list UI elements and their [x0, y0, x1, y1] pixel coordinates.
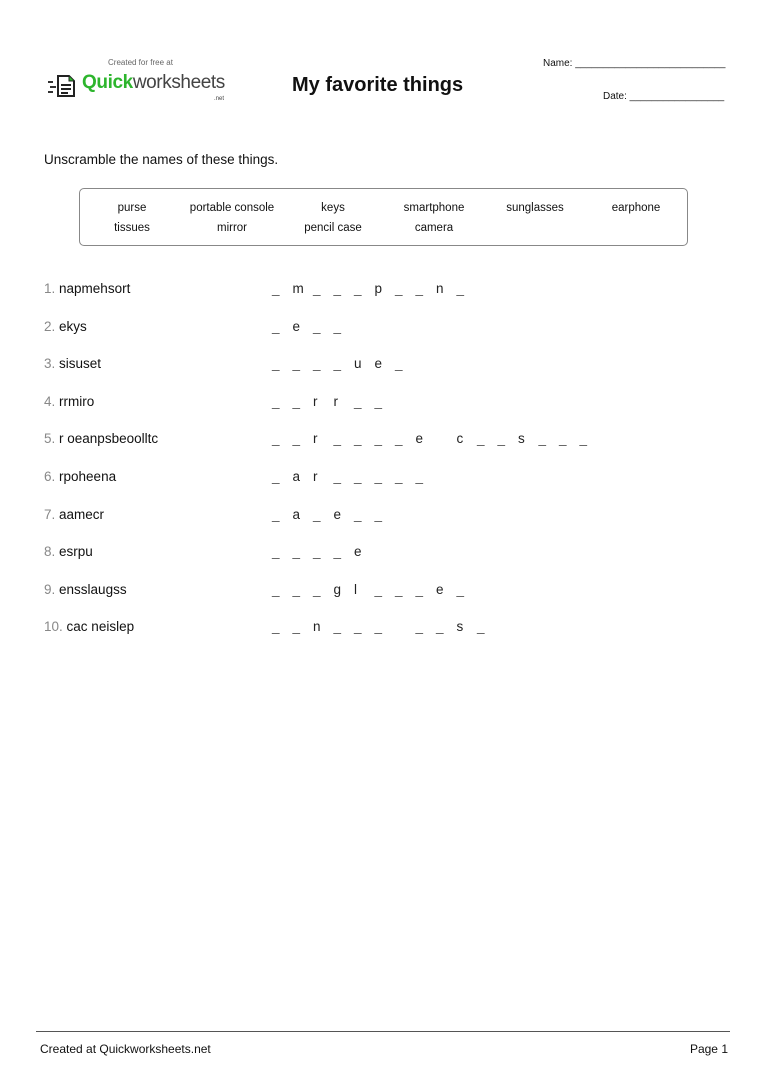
letter-slot: _	[333, 544, 342, 560]
question-number: 6.	[44, 469, 56, 484]
letter-slot: c	[456, 431, 464, 447]
letter-slot: _	[374, 393, 383, 409]
letter-slot: _	[313, 544, 321, 560]
footer-credit: Created at Quickworksheets.net	[40, 1042, 211, 1056]
letter-slot: _	[354, 393, 362, 409]
letter-slot: e	[292, 318, 301, 334]
letter-slot: _	[272, 581, 280, 597]
question-number: 7.	[44, 506, 56, 522]
word-bank-item: sunglasses	[506, 202, 564, 214]
letter-slot: a	[292, 506, 301, 522]
word-bank-item: keys	[321, 202, 345, 214]
worksheet-document-icon	[48, 75, 76, 97]
letter-slot: _	[272, 506, 280, 522]
letter-slot: _	[415, 469, 424, 484]
instructions: Unscramble the names of these things.	[44, 152, 279, 167]
letter-slot: n	[313, 619, 321, 635]
name-field: Name: ___________________________	[543, 58, 726, 69]
letter-slot: e	[354, 544, 362, 560]
word-bank-item: camera	[414, 222, 454, 234]
word-bank	[79, 188, 688, 246]
letter-slot: _	[333, 619, 342, 635]
letter-slot: _	[374, 581, 383, 597]
letter-slot: _	[374, 469, 383, 484]
logo-brand	[82, 72, 225, 94]
letter-slot: _	[292, 431, 301, 447]
letter-slot: _	[292, 581, 301, 597]
letter-slot: e	[374, 356, 383, 372]
letter-slot: _	[559, 431, 567, 447]
scrambled-word: cac neislep	[66, 619, 135, 635]
letter-slot: _	[497, 431, 506, 447]
letter-slot: _	[333, 356, 342, 372]
letter-slot: _	[354, 431, 362, 447]
question-number: 10.	[44, 619, 63, 635]
letter-slot: _	[292, 544, 301, 560]
letter-slot: _	[354, 619, 362, 635]
letter-slot: _	[292, 619, 301, 635]
letter-slot: _	[415, 581, 424, 597]
logo-tagline: Created for free at	[108, 58, 173, 67]
date-field: Date: _________________	[603, 91, 725, 102]
letter-slot: _	[477, 431, 485, 447]
letter-slot: _	[333, 469, 342, 484]
logo-brand-rest: worksheets	[132, 72, 225, 93]
scrambled-word: sisuset	[59, 356, 102, 372]
page-title: My favorite things	[292, 74, 464, 96]
word-bank-item: smartphone	[403, 202, 465, 214]
logo-suffix: .net	[214, 96, 225, 102]
letter-slot: _	[415, 619, 424, 635]
letter-slot: _	[395, 431, 403, 447]
logo-brand-bold: Quick	[82, 72, 133, 93]
letter-slot: _	[272, 281, 280, 296]
letter-slot: _	[354, 469, 362, 484]
page-number: Page 1	[689, 1042, 728, 1056]
letter-slot: s	[456, 619, 464, 635]
letter-slot: _	[272, 431, 280, 447]
word-bank-item: mirror	[216, 222, 248, 234]
question-item	[44, 356, 101, 371]
letter-slot: _	[272, 318, 280, 334]
letter-slot: _	[456, 281, 465, 296]
letter-slot: _	[313, 506, 321, 522]
question-number: 8.	[44, 544, 56, 560]
word-bank-item: earphone	[611, 202, 661, 214]
letter-slot: _	[395, 581, 403, 597]
question-number: 9.	[44, 581, 56, 597]
letter-slot: _	[456, 581, 465, 597]
question-number: 4.	[44, 393, 56, 409]
letter-slot: _	[313, 318, 321, 334]
scrambled-word: aamecr	[59, 506, 105, 522]
letter-slot: r	[313, 431, 318, 447]
scrambled-word: r oeanpsbeoolltc	[59, 431, 159, 447]
footer-divider	[36, 1031, 730, 1032]
letter-slot: e	[333, 506, 342, 522]
letter-slot: _	[333, 281, 342, 296]
scrambled-word: ekys	[59, 318, 87, 334]
letter-slot: _	[395, 356, 403, 372]
letter-slot: m	[292, 281, 304, 296]
letter-slot: _	[272, 356, 280, 372]
letter-slot: a	[292, 469, 301, 484]
scrambled-word: ensslaugss	[59, 581, 127, 597]
letter-slot: n	[436, 281, 444, 296]
letter-slot: _	[354, 281, 362, 296]
letter-slot: _	[313, 581, 321, 597]
letter-slot: _	[374, 506, 383, 522]
letter-slot: _	[374, 619, 383, 635]
letter-slot: _	[354, 506, 362, 522]
question-item	[44, 394, 94, 409]
letter-slot: _	[395, 469, 403, 484]
question-number: 2.	[44, 318, 56, 334]
question-number: 3.	[44, 356, 56, 372]
question-number: 1.	[44, 281, 56, 296]
question-item	[44, 469, 116, 484]
letter-slot: _	[292, 393, 301, 409]
letter-slot: e	[436, 581, 444, 597]
letter-slot: _	[313, 281, 321, 296]
letter-slot: s	[518, 431, 525, 447]
question-item	[44, 319, 87, 334]
question-item	[44, 431, 158, 446]
scrambled-word: rrmiro	[59, 393, 95, 409]
question-item	[44, 507, 104, 522]
scrambled-word: napmehsort	[59, 281, 131, 296]
word-bank-item: pencil case	[304, 222, 362, 234]
scrambled-word: rpoheena	[59, 469, 117, 484]
question-item	[44, 281, 130, 296]
question-number: 5.	[44, 431, 56, 447]
letter-slot: l	[354, 581, 357, 597]
letter-slot: e	[415, 431, 424, 447]
question-item	[44, 619, 134, 634]
letter-slot: _	[477, 619, 485, 635]
word-bank-item: tissues	[114, 222, 150, 234]
letter-slot: _	[415, 281, 424, 296]
letter-slot: _	[272, 544, 280, 560]
letter-slot: _	[292, 356, 301, 372]
word-bank-item: portable console	[189, 202, 275, 214]
letter-slot: _	[272, 393, 280, 409]
letter-slot: _	[579, 431, 588, 447]
letter-slot: _	[333, 318, 342, 334]
letter-slot: _	[436, 619, 444, 635]
letter-slot: _	[272, 619, 280, 635]
letter-slot: r	[313, 393, 318, 409]
letter-slot: u	[354, 356, 362, 372]
question-item	[44, 544, 93, 559]
letter-slot: _	[538, 431, 547, 447]
letter-slot: g	[333, 581, 342, 597]
letter-slot: r	[333, 393, 338, 409]
quickworksheets-logo	[44, 58, 234, 108]
letter-slot: _	[395, 281, 403, 296]
letter-slot: _	[313, 356, 321, 372]
letter-slot: r	[313, 469, 318, 484]
letter-slot: _	[333, 431, 342, 447]
letter-slot: _	[374, 431, 383, 447]
word-bank-item: purse	[117, 202, 147, 214]
letter-slot: _	[272, 469, 280, 484]
scrambled-word: esrpu	[59, 544, 93, 560]
question-item	[44, 582, 127, 597]
letter-slot: p	[374, 281, 383, 296]
